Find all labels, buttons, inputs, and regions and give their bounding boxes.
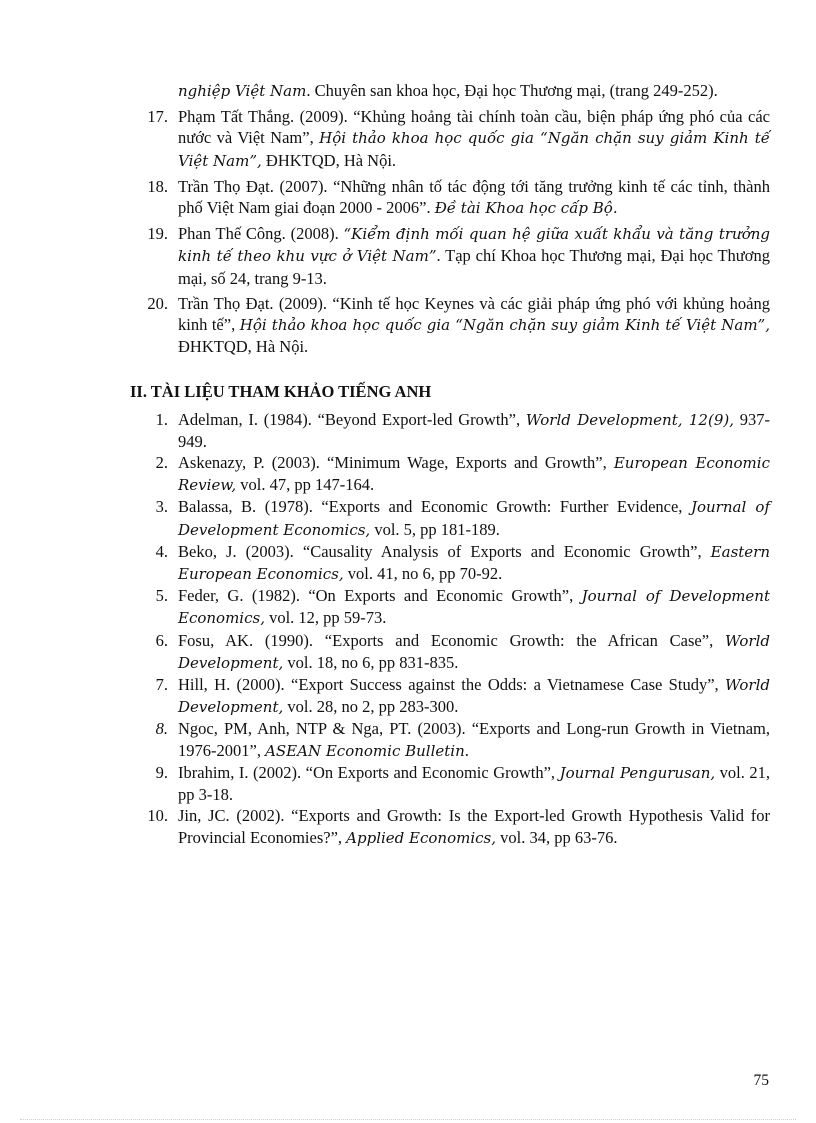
reference-after: ĐHKTQD, Hà Nội. (261, 150, 397, 170)
reference-item-18 (130, 176, 770, 219)
page-number: 75 (753, 1072, 769, 1089)
reference-after: . Tạp chí Khoa học Thương mại, Đại học Thương mại, số 24, trang 9-13. (178, 246, 770, 288)
reference-italic: Journal of Development Economics, (178, 498, 770, 539)
reference-after: vol. 41, no 6, pp 70-92. (343, 564, 503, 584)
reference-number: 5. (155, 586, 168, 606)
reference-number: 7. (155, 675, 168, 695)
reference-before: Fosu, AK. (1990). “Exports and Economic Growth: the African Case”, (178, 630, 725, 650)
reference-number: 2. (155, 453, 168, 473)
reference-item-20 (130, 293, 770, 358)
reference-text (178, 293, 770, 358)
reference-item-3 (130, 496, 770, 540)
reference-italic: Eastern European Economics, (178, 542, 770, 584)
reference-text (178, 805, 770, 848)
section-heading: II. TÀI LIỆU THAM KHẢO TIẾNG ANH (130, 382, 432, 402)
reference-before: Feder, G. (1982). “On Exports and Economic Growth”, (178, 586, 582, 606)
reference-italic: World Development, (178, 631, 770, 672)
reference-italic: European Economic Review, (178, 454, 770, 495)
reference-continuation (130, 80, 770, 102)
reference-before: Beko, J. (2003). “Causality Analysis of Exports and Economic Growth”, (178, 541, 711, 561)
reference-text (178, 630, 770, 674)
reference-item-9 (130, 762, 770, 805)
reference-text (178, 541, 770, 585)
reference-number: 3. (155, 497, 168, 517)
reference-item-10 (130, 805, 770, 848)
reference-after: vol. 12, pp 59-73. (264, 608, 387, 628)
reference-italic: “Kiểm định mối quan hệ giữa xuất khẩu và tăng trưởng kinh tế theo khu vực ở Việt Nam” (178, 225, 770, 266)
reference-text (178, 718, 770, 761)
reference-italic: World Development, 12(9), (525, 410, 734, 429)
reference-before: Hill, H. (2000). “Export Success against the Odds: a Vietnamese Case Study”, (178, 675, 725, 695)
reference-item-1 (130, 409, 770, 452)
reference-text (178, 674, 770, 718)
reference-after: vol. 28, no 2, pp 283-300. (283, 697, 459, 717)
reference-number: 19. (147, 224, 168, 244)
reference-before: Adelman, I. (1984). “Beyond Export-led Growth”, (178, 409, 526, 429)
reference-italic: Đề tài Khoa học cấp Bộ. (434, 199, 618, 218)
reference-number: 20. (147, 293, 168, 313)
reference-after: vol. 18, no 6, pp 831-835. (283, 652, 459, 672)
vietnamese-references (130, 106, 770, 357)
reference-before: Trần Thọ Đạt. (2009). “Kinh tế học Keynes và các giải pháp ứng phó với khủng hoảng kinh tế”, (178, 293, 770, 335)
reference-item-2 (130, 452, 770, 496)
reference-after: vol. 34, pp 63-76. (496, 827, 618, 847)
reference-after: vol. 47, pp 147-164. (236, 475, 375, 495)
reference-before: Balassa, B. (1978). “Exports and Economic Growth: Further Evidence, (178, 497, 691, 517)
reference-text (178, 176, 770, 219)
reference-item-7 (130, 674, 770, 718)
reference-number: 17. (147, 107, 168, 127)
reference-number: 10. (147, 806, 168, 826)
reference-italic: Hội thảo khoa học quốc gia “Ngăn chặn suy giảm Kinh tế Việt Nam”, (178, 129, 770, 170)
continuation-rest: . Chuyên san khoa học, Đại học Thương mại, (trang 249-252). (306, 81, 718, 100)
reference-item-6 (130, 630, 770, 674)
reference-text (178, 409, 770, 452)
reference-after: vol. 5, pp 181-189. (370, 519, 500, 539)
reference-text (178, 452, 770, 496)
reference-italic: ASEAN Economic Bulletin (265, 741, 465, 760)
reference-italic: Journal of Development Economics, (178, 587, 770, 628)
reference-item-5 (130, 585, 770, 629)
reference-text (178, 106, 770, 172)
reference-before: Askenazy, P. (2003). “Minimum Wage, Exports and Growth”, (178, 453, 614, 473)
reference-number: 18. (147, 176, 168, 196)
reference-before: Ngoc, PM, Anh, NTP & Nga, PT. (2003). “Exports and Long-run Growth in Vietnam, 1976-2001”, (178, 719, 770, 760)
reference-italic: Applied Economics, (346, 828, 497, 847)
reference-after: ĐHKTQD, Hà Nội. (178, 337, 309, 357)
reference-item-19 (130, 223, 770, 289)
reference-before: Ibrahim, I. (2002). “On Exports and Economic Growth”, (178, 762, 560, 782)
english-references (130, 409, 770, 849)
reference-number: 4. (155, 541, 168, 561)
reference-italic: Hội thảo khoa học quốc gia “Ngăn chặn suy giảm Kinh tế Việt Nam”, (239, 316, 770, 335)
reference-text (178, 496, 770, 540)
reference-item-4 (130, 541, 770, 585)
reference-number: 6. (155, 630, 168, 650)
reference-list (130, 80, 770, 849)
reference-before: Trần Thọ Đạt. (2007). “Những nhân tố tác động tới tăng trưởng kinh tế các tỉnh, thành phố Việt Nam giai đoạn 2000 - 2006”. (178, 176, 770, 218)
reference-italic: Journal Pengurusan, (559, 763, 716, 782)
reference-after: . (464, 740, 469, 760)
reference-text (178, 585, 770, 629)
reference-before: Phạm Tất Thắng. (2009). “Khủng hoảng tài chính toàn cầu, biện pháp ứng phó của các nước và Việt Nam”, (178, 107, 770, 148)
reference-after: 937-949. (178, 409, 770, 451)
reference-item-8 (130, 718, 770, 761)
reference-italic: World Development, (178, 676, 770, 717)
continuation-italic: nghiệp Việt Nam (178, 82, 307, 100)
reference-before: Jin, JC. (2002). “Exports and Growth: Is the Export-led Growth Hypothesis Valid for Provincial Economies?”, (178, 806, 770, 847)
reference-after: vol. 21, pp 3-18. (178, 762, 770, 805)
reference-number: 9. (155, 762, 168, 782)
reference-text (178, 223, 770, 289)
page-break-divider (20, 1119, 796, 1120)
reference-before: Phan Thế Công. (2008). (178, 224, 344, 244)
reference-number: 8. (155, 719, 168, 739)
reference-item-17 (130, 106, 770, 172)
reference-number: 1. (155, 409, 168, 429)
reference-text (178, 762, 770, 805)
